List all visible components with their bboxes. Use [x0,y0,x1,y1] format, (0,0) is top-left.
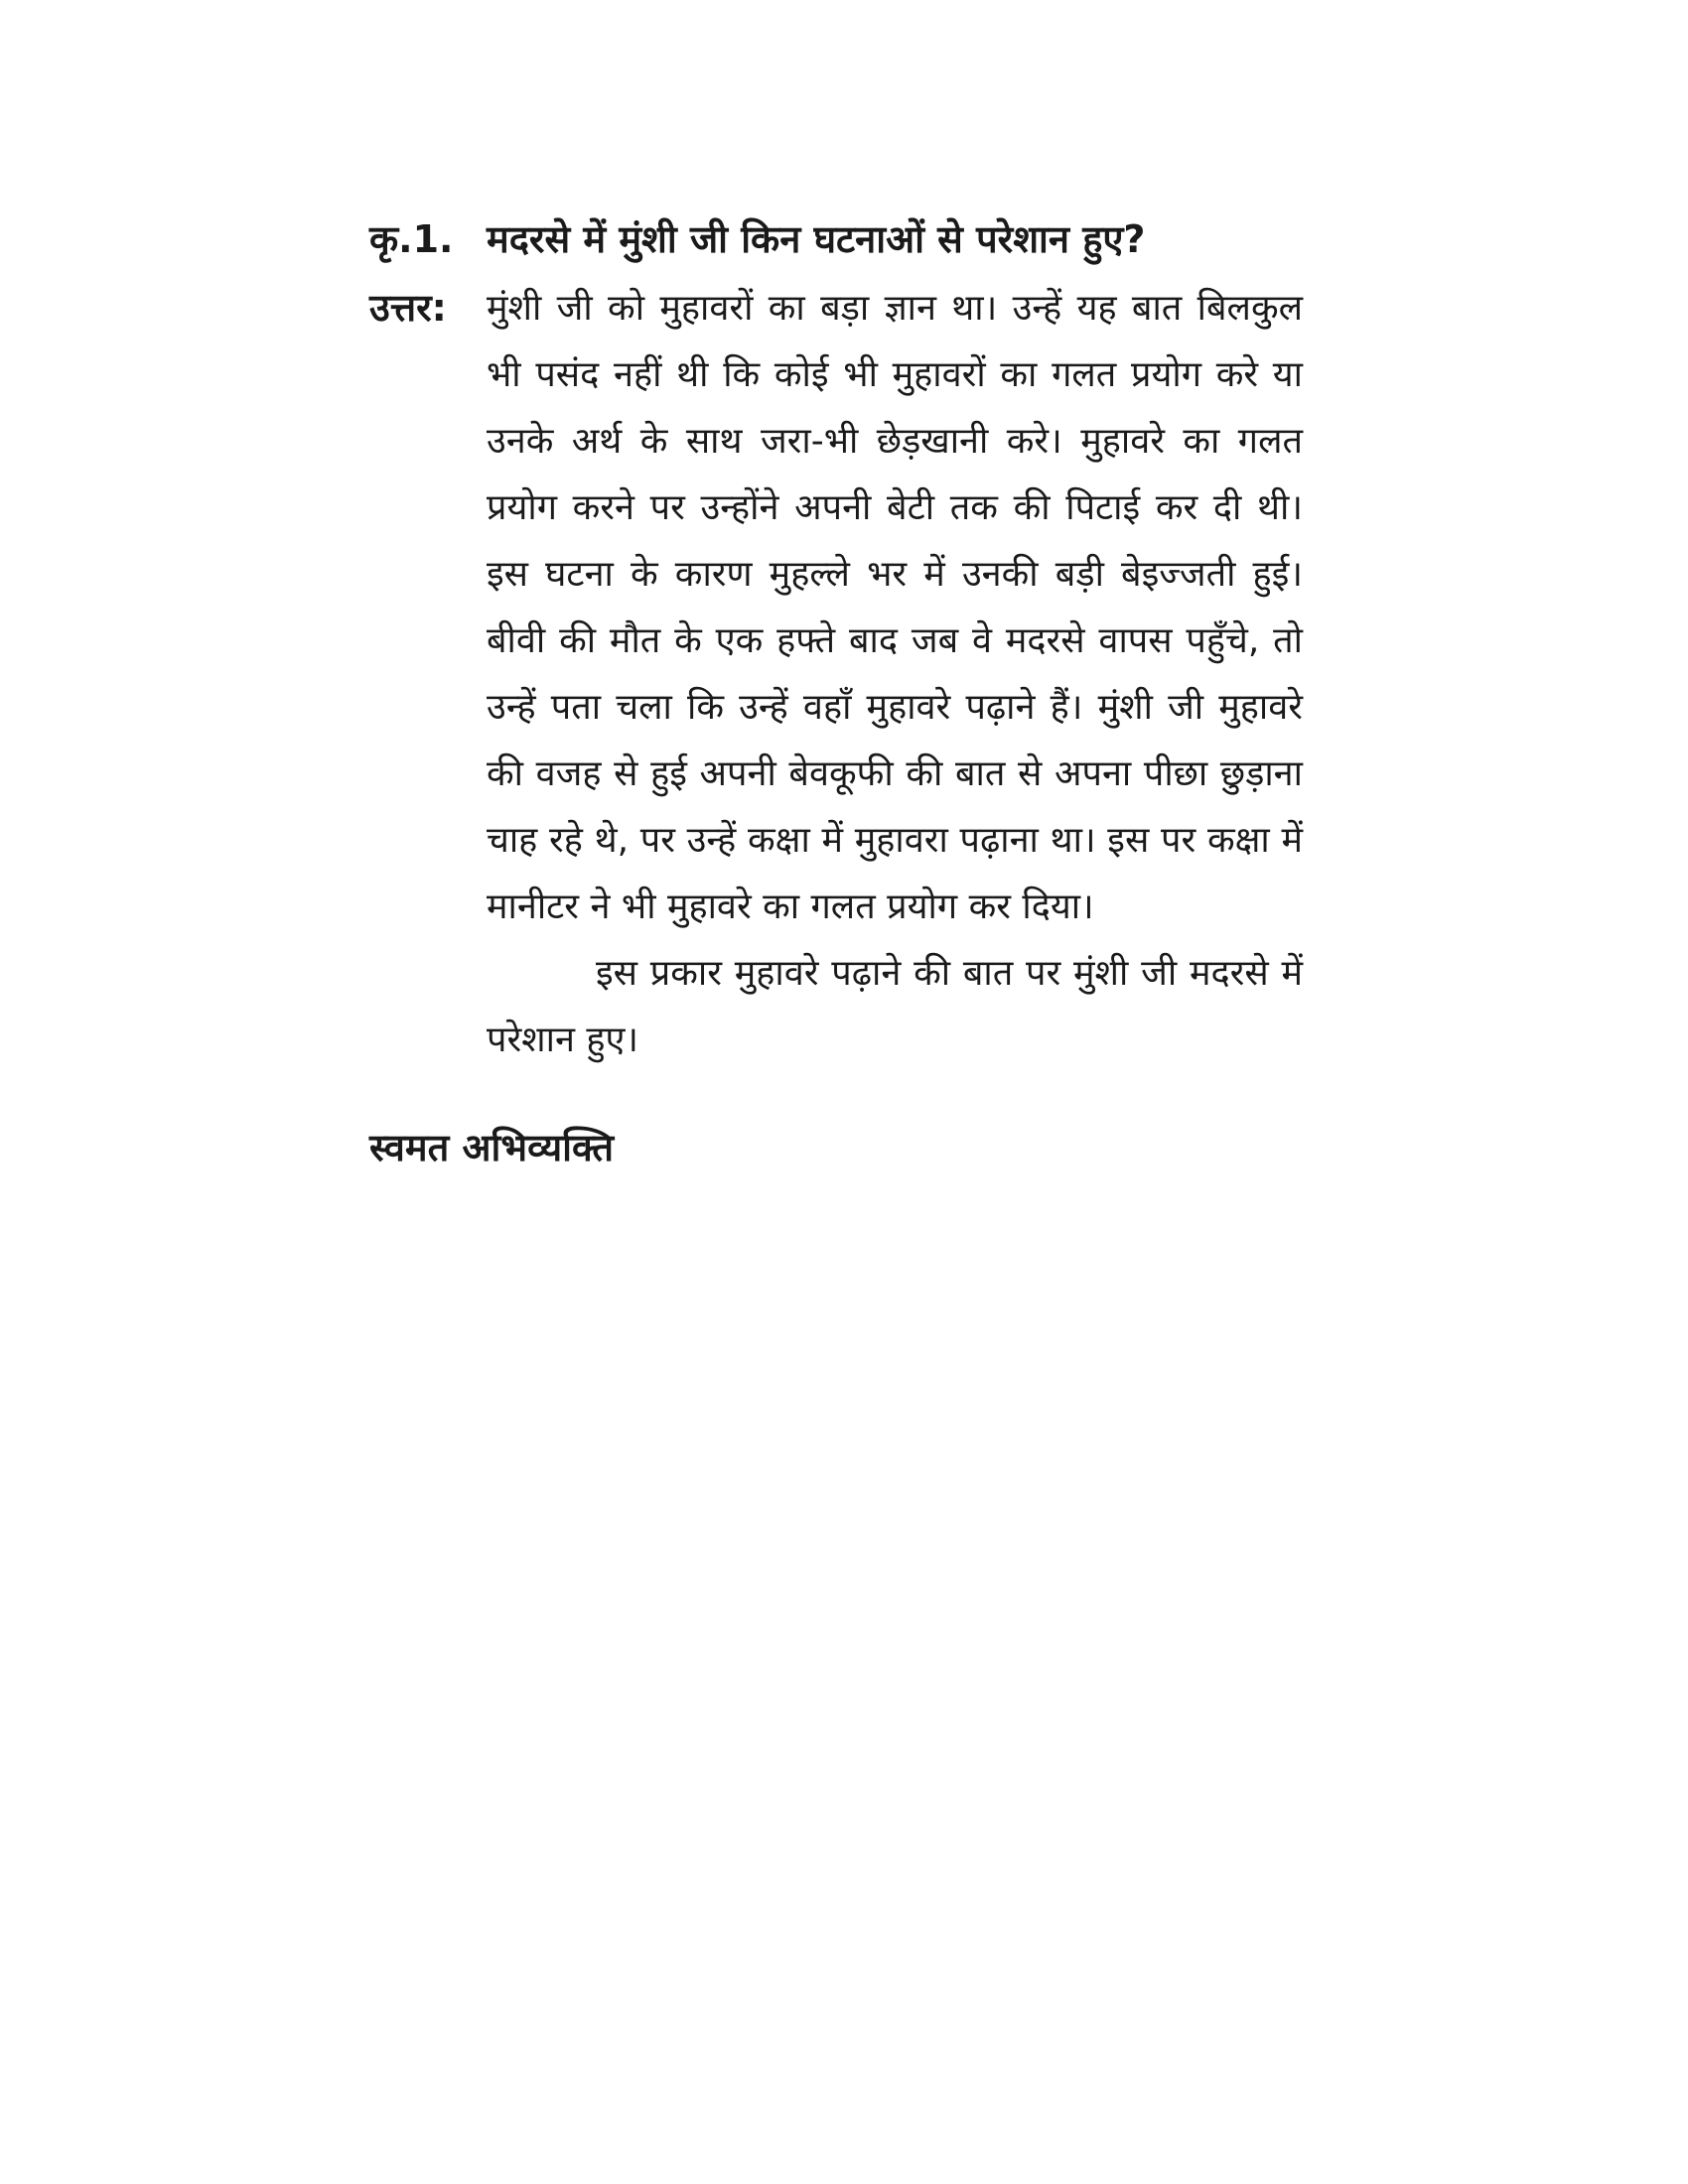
answer-block [369,275,1303,1073]
question-block [369,206,1303,273]
answer-paragraph: मुंशी जी को मुहावरों का बड़ा ज्ञान था। उन्हें यह बात बिलकुल भी पसंद नहीं थी कि कोई भी मुहावरों का गलत प्रयोग करे या उनके अर्थ के साथ जरा-भी छेड़खानी करे। मुहावरे का गलत प्रयोग करने पर उन्होंने अपनी बेटी तक की पिटाई कर दी थी। इस घटना के कारण मुहल्ले भर में उनकी बड़ी बेइज्जती हुई। बीवी की मौत के एक हफ्ते बाद जब वे मदरसे वापस पहुँचे, तो उन्हें पता चला कि उन्हें वहाँ मुहावरे पढ़ाने हैं। मुंशी जी मुहावरे की वजह से हुई अपनी बेवकूफी की बात से अपना पीछा छुड़ाना चाह रहे थे, पर उन्हें कक्षा में मुहावरा पढ़ाना था। इस पर कक्षा में मानीटर ने भी मुहावरे का गलत प्रयोग कर दिया। [487,288,1303,927]
answer-conclusion: इस प्रकार मुहावरे पढ़ाने की बात पर मुंशी जी मदरसे में परेशान हुए। [487,953,1303,1060]
question-text: मदरसे में मुंशी जी किन घटनाओं से परेशान हुए? [487,217,1146,261]
answer-body [487,275,1303,1073]
question-number: कृ.1. [369,217,454,261]
page-content [369,206,1303,1181]
section-heading: स्वमत अभिव्यक्ति [369,1126,615,1169]
answer-label: उत्तर: [369,286,447,330]
